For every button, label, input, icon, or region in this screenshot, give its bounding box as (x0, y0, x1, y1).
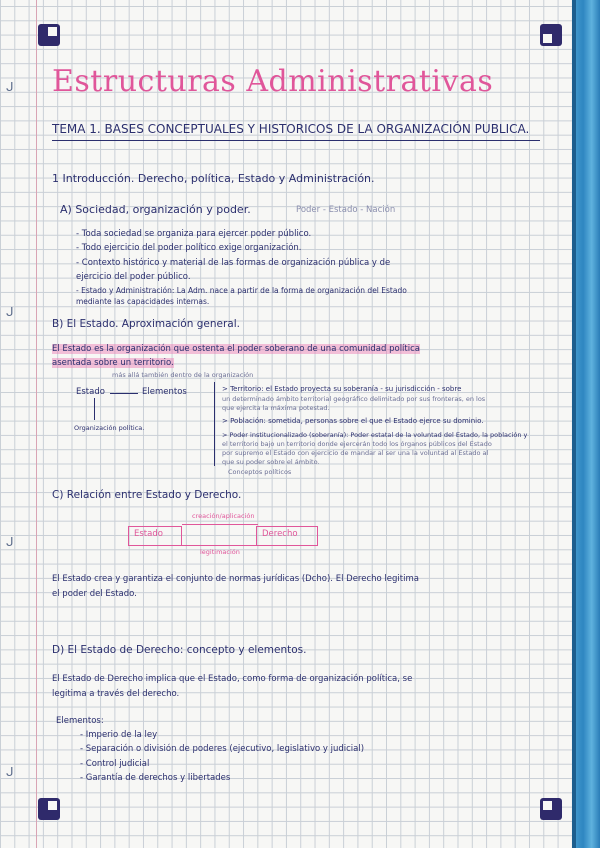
arrow-left-icon (182, 545, 258, 546)
section-a-heading: A) Sociedad, organización y poder. (60, 203, 251, 216)
arrow-right-icon (182, 524, 258, 525)
state-definition-line-2: asentada sobre un territorio. (52, 358, 174, 368)
estado-box-label: Estado (134, 529, 163, 539)
list-item: - Control judicial (80, 759, 150, 769)
derecho-box-label: Derecho (262, 529, 298, 539)
topic-heading: TEMA 1. BASES CONCEPTUALES Y HISTORICOS DE LA ORGANIZACIÓN PUBLICA. (52, 122, 530, 136)
section-a-side-note: Poder - Estado - Nación (296, 205, 396, 215)
diagram-elementos-label: Elementos (142, 387, 187, 397)
corner-mark-bottom-left (38, 798, 60, 820)
list-item: - Estado y Administración: La Adm. nace a partir de la forma de organización del Estado (76, 286, 407, 295)
section-b-heading: B) El Estado. Aproximación general. (52, 318, 240, 330)
arrow-right-icon (110, 393, 138, 394)
margin-line (36, 0, 37, 848)
section-c-text-line-2: el poder del Estado. (52, 589, 137, 599)
diagram-top-label: creación/aplicación (192, 512, 255, 520)
diagram-extra-note: Conceptos políticos (228, 468, 292, 476)
diagram-estado-label: Estado (76, 387, 105, 397)
list-item: - Imperio de la ley (80, 730, 158, 740)
corner-mark-bottom-right (540, 798, 562, 820)
list-item: - Contexto histórico y material de las formas de organización pública y de (76, 258, 391, 268)
elements-label: Elementos: (56, 716, 104, 726)
section-1-heading: 1 Introducción. Derecho, política, Estado y Administración. (52, 172, 375, 185)
section-c-heading: C) Relación entre Estado y Derecho. (52, 489, 242, 501)
section-d-heading: D) El Estado de Derecho: concepto y elementos. (52, 644, 307, 656)
diagram-item: el territorio bajo un territorio donde ejercerán todo los órganos públicos del Estado (222, 440, 492, 448)
list-item: - Separación o división de poderes (ejecutivo, legislativo y judicial) (80, 744, 365, 754)
ring-hole-icon: ᒍ (6, 80, 14, 94)
list-item: - Toda sociedad se organiza para ejercer poder público. (76, 229, 312, 239)
diagram-item: por supremo el Estado con ejercicio de mandar al ser una la voluntad al Estado al (222, 449, 489, 457)
section-d-text-line-2: legitima a través del derecho. (52, 689, 180, 699)
state-definition-note: más allá también dentro de la organización (112, 371, 254, 379)
diagram-bottom-label: legitimación (200, 548, 240, 556)
state-definition-line-1: El Estado es la organización que ostenta el poder soberano de una comunidad política (52, 344, 420, 354)
diagram-item: que su poder sobre el ámbito. (222, 458, 320, 466)
arrow-down-icon (94, 398, 95, 420)
diagram-item: que ejercita la máxima potestad. (222, 404, 330, 412)
ring-hole-icon: ᒍ (6, 765, 14, 779)
list-item: ejercicio del poder público. (76, 272, 191, 282)
topic-underline (52, 140, 540, 141)
diagram-item: > Poder institucionalizado (soberanía): Poder estatal de la voluntad del Estado, la población y (222, 431, 528, 439)
list-item: mediante las capacidades internas. (76, 297, 210, 306)
corner-mark-top-right (540, 24, 562, 46)
diagram-item: > Población: sometida, personas sobre el que el Estado ejerce su dominio. (222, 417, 484, 425)
section-c-text-line-1: El Estado crea y garantiza el conjunto de normas jurídicas (Dcho). El Derecho legitima (52, 574, 419, 584)
ring-hole-icon: ᒍ (6, 535, 14, 549)
diagram-bracket (214, 382, 221, 466)
diagram-organizacion-label: Organización política. (74, 424, 145, 432)
list-item: - Todo ejercicio del poder político exige organización. (76, 243, 302, 253)
page-title: Estructuras Administrativas (52, 64, 494, 99)
notebook-binding (572, 0, 600, 848)
corner-mark-top-left (38, 24, 60, 46)
diagram-item: un determinado ámbito territorial geográfico delimitado por sus fronteras, en los (222, 395, 486, 403)
ring-hole-icon: ᒍ (6, 305, 14, 319)
list-item: - Garantía de derechos y libertades (80, 773, 231, 783)
diagram-item: > Territorio: el Estado proyecta su soberanía - su jurisdicción - sobre (222, 385, 462, 393)
section-d-text-line-1: El Estado de Derecho implica que el Estado, como forma de organización política, se (52, 674, 413, 684)
